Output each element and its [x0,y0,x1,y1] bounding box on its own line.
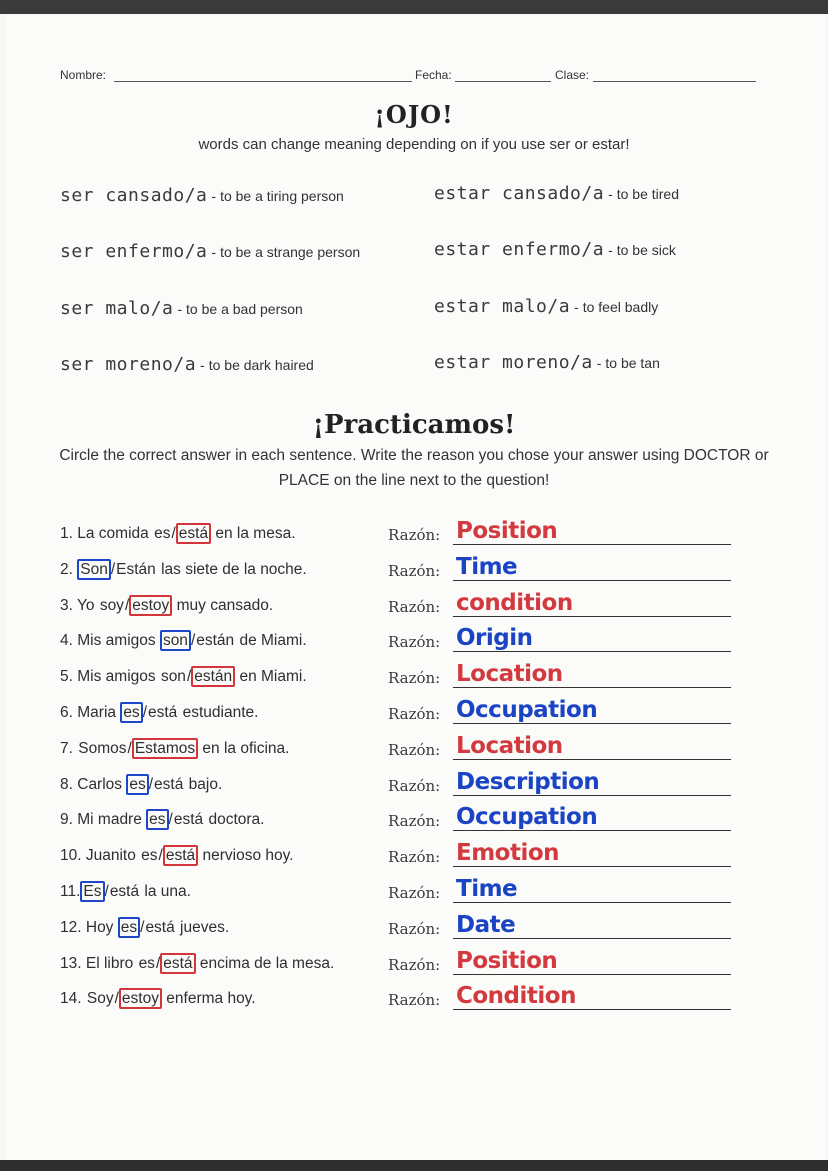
option-estar[interactable]: está [163,845,198,866]
question-text: Hoy [81,919,118,936]
option-separator: / [168,811,173,828]
ser-pair-3 [60,298,303,319]
ser-term: ser cansado/a [60,185,208,206]
question-row [60,561,307,579]
question-text: estudiante. [178,704,259,721]
razon-label: Razón: [388,920,441,938]
ser-definition: to be a strange person [220,244,361,260]
question-text: jueves. [175,919,230,936]
razon-label: Razón: [388,991,441,1009]
option-estar[interactable]: está [145,919,175,936]
reason-answer: Date [456,912,516,938]
option-separator: / [148,776,154,793]
question-row [60,811,264,829]
option-estar[interactable]: está [176,523,211,544]
option-estar[interactable]: Estamos [132,738,198,759]
reason-answer: Description [456,769,600,795]
razon-label: Razón: [388,598,441,616]
question-text: Mi madre [72,811,147,828]
reason-line[interactable] [453,580,731,581]
question-number: 7. [60,740,73,757]
question-text: las siete de la noche. [156,561,307,578]
ser-definition: to be a bad person [186,301,303,317]
estar-pair-1 [434,183,679,204]
estar-definition: to be sick [616,242,676,258]
reason-line[interactable] [453,687,731,688]
estar-term: estar malo/a [434,296,571,317]
reason-line[interactable] [453,651,731,652]
question-text: en la oficina. [198,740,290,757]
reason-answer: Time [456,554,518,580]
question-text: Juanito [81,847,141,864]
question-number: 6. [60,704,73,721]
reason-answer: Location [456,661,563,687]
reason-answer: Occupation [456,804,598,830]
reason-answer: Emotion [456,840,560,866]
estar-term: estar moreno/a [434,352,593,373]
estar-term: estar enfermo/a [434,239,605,260]
question-text: la una. [140,883,191,900]
nombre-label: Nombre: [60,68,107,82]
question-row [60,704,258,722]
reason-answer: Origin [456,625,533,651]
question-text: Maria [72,704,121,721]
estar-definition: to be tired [616,186,679,202]
question-row [60,776,222,794]
question-number: 14. [60,990,82,1007]
option-ser[interactable]: Son [77,559,111,580]
option-separator: / [127,740,132,757]
question-number: 2. [60,561,73,578]
reason-line[interactable] [453,723,731,724]
dash: - [211,244,217,260]
question-text: bajo. [184,776,223,793]
ser-definition: to be a tiring person [220,188,344,204]
question-text: enferma hoy. [161,990,256,1007]
question-number: 1. [60,525,73,542]
razon-label: Razón: [388,705,441,723]
reason-line[interactable] [453,759,731,760]
question-text: encima de la mesa. [195,955,335,972]
question-row [60,597,273,615]
option-ser[interactable]: es [141,847,158,864]
option-separator: / [104,883,109,900]
question-number: 4. [60,632,73,649]
question-number: 13. [60,955,82,972]
nombre-line[interactable] [114,81,412,82]
question-row [60,632,307,650]
question-text: doctora. [204,811,265,828]
ser-term: ser moreno/a [60,354,197,375]
estar-pair-4 [434,352,660,373]
question-text: La comida [72,525,154,542]
option-ser[interactable]: es [126,774,148,795]
question-text: en la mesa. [211,525,296,542]
question-text: de Miami. [235,632,307,649]
dash: - [177,301,183,317]
question-text: Carlos [72,776,127,793]
option-estar[interactable]: están [196,632,235,649]
estar-definition: to feel badly [582,299,659,315]
dash: - [596,355,602,371]
practice-title: ¡Practicamos! [312,410,516,440]
ser-term: ser malo/a [60,298,174,319]
reason-answer: Occupation [456,697,598,723]
question-number: 9. [60,811,73,828]
razon-label: Razón: [388,633,441,651]
question-text: Mis amigos [72,632,160,649]
reason-line[interactable] [453,938,731,939]
reason-answer: Location [456,733,563,759]
option-ser[interactable]: es [154,525,171,542]
option-ser[interactable]: Es [80,881,104,902]
reason-line[interactable] [453,1009,731,1010]
question-text: El libro [81,955,138,972]
scan-top-edge [0,0,828,14]
reason-answer: Position [456,948,558,974]
reason-answer: condition [456,590,573,616]
question-text: en Miami. [235,668,307,685]
option-ser[interactable]: es [118,917,140,938]
question-row [60,919,229,937]
dash: - [200,357,205,373]
option-separator: / [158,847,163,864]
reason-answer: Position [456,518,558,544]
question-number: 12. [60,919,82,936]
ser-term: ser enfermo/a [60,241,208,262]
option-separator: / [124,597,130,614]
question-row [60,740,289,758]
dash: - [608,242,613,258]
ser-pair-1 [60,185,344,206]
reason-line[interactable] [453,544,731,545]
option-separator: / [140,919,145,936]
clase-label: Clase: [555,68,590,82]
dash: - [211,188,217,204]
option-estar[interactable]: estoy [119,988,162,1009]
ser-pair-2 [60,241,360,262]
option-estar[interactable]: están [191,666,235,687]
question-number: 8. [60,776,73,793]
question-row [60,668,307,686]
option-separator: / [155,955,161,972]
option-ser[interactable]: soy [99,597,124,614]
question-text: Mis amigos [72,668,160,685]
question-number: 10. [60,847,82,864]
question-row [60,990,256,1008]
razon-label: Razón: [388,848,441,866]
estar-pair-3 [434,296,658,317]
reason-line[interactable] [453,974,731,975]
question-number: 11. [60,883,81,900]
razon-label: Razón: [388,526,441,544]
option-separator: / [190,632,196,649]
option-estar[interactable]: Están [116,561,156,578]
clase-line[interactable] [593,81,756,82]
option-ser[interactable]: es [120,702,142,723]
ojo-subtitle: words can change meaning depending on if you use ser or estar! [198,136,630,153]
option-separator: / [110,561,116,578]
razon-label: Razón: [388,741,441,759]
razon-label: Razón: [388,777,441,795]
practice-instructions: Circle the correct answer in each sentence. Write the reason you chose your answer using DOCTOR or PLACE on the line next to the question! [59,447,769,489]
reason-line[interactable] [453,866,731,867]
reason-line[interactable] [453,902,731,903]
option-ser[interactable]: Somos [78,740,127,757]
razon-label: Razón: [388,562,441,580]
razon-label: Razón: [388,956,441,974]
option-estar[interactable]: está [160,953,195,974]
question-text: nervioso hoy. [198,847,294,864]
reason-answer: Condition [456,983,576,1009]
option-estar[interactable]: está [109,883,140,900]
reason-line[interactable] [453,830,731,831]
question-row [60,883,191,901]
option-estar[interactable]: está [148,704,178,721]
option-separator: / [171,525,176,542]
estar-definition: to be tan [605,355,660,371]
question-number: 5. [60,668,73,685]
option-estar[interactable]: está [173,811,204,828]
reason-line[interactable] [453,795,731,796]
ser-pair-4 [60,354,314,375]
razon-label: Razón: [388,812,441,830]
option-estar[interactable]: está [154,776,184,793]
ser-definition: to be dark haired [208,357,314,373]
scan-bottom-edge [0,1160,828,1171]
question-number: 3. [60,597,73,614]
option-ser[interactable]: son [160,668,186,685]
option-separator: / [114,990,119,1007]
dash: - [574,299,579,315]
dash: - [608,186,613,202]
option-estar[interactable]: estoy [129,595,172,616]
question-row [60,955,334,973]
question-text: Yo [72,597,99,614]
question-row [60,525,296,543]
ojo-title: ¡OJO! [374,100,454,129]
option-separator: / [186,668,192,685]
option-ser[interactable]: Soy [86,990,114,1007]
option-ser[interactable]: es [138,955,155,972]
option-ser[interactable]: son [160,630,191,651]
razon-label: Razón: [388,669,441,687]
reason-line[interactable] [453,616,731,617]
razon-label: Razón: [388,884,441,902]
question-row [60,847,294,865]
fecha-line[interactable] [455,81,551,82]
estar-term: estar cansado/a [434,183,605,204]
reason-answer: Time [456,876,518,902]
option-separator: / [142,704,147,721]
option-ser[interactable]: es [146,809,168,830]
fecha-label: Fecha: [415,68,452,82]
estar-pair-2 [434,239,676,260]
question-text: muy cansado. [172,597,274,614]
